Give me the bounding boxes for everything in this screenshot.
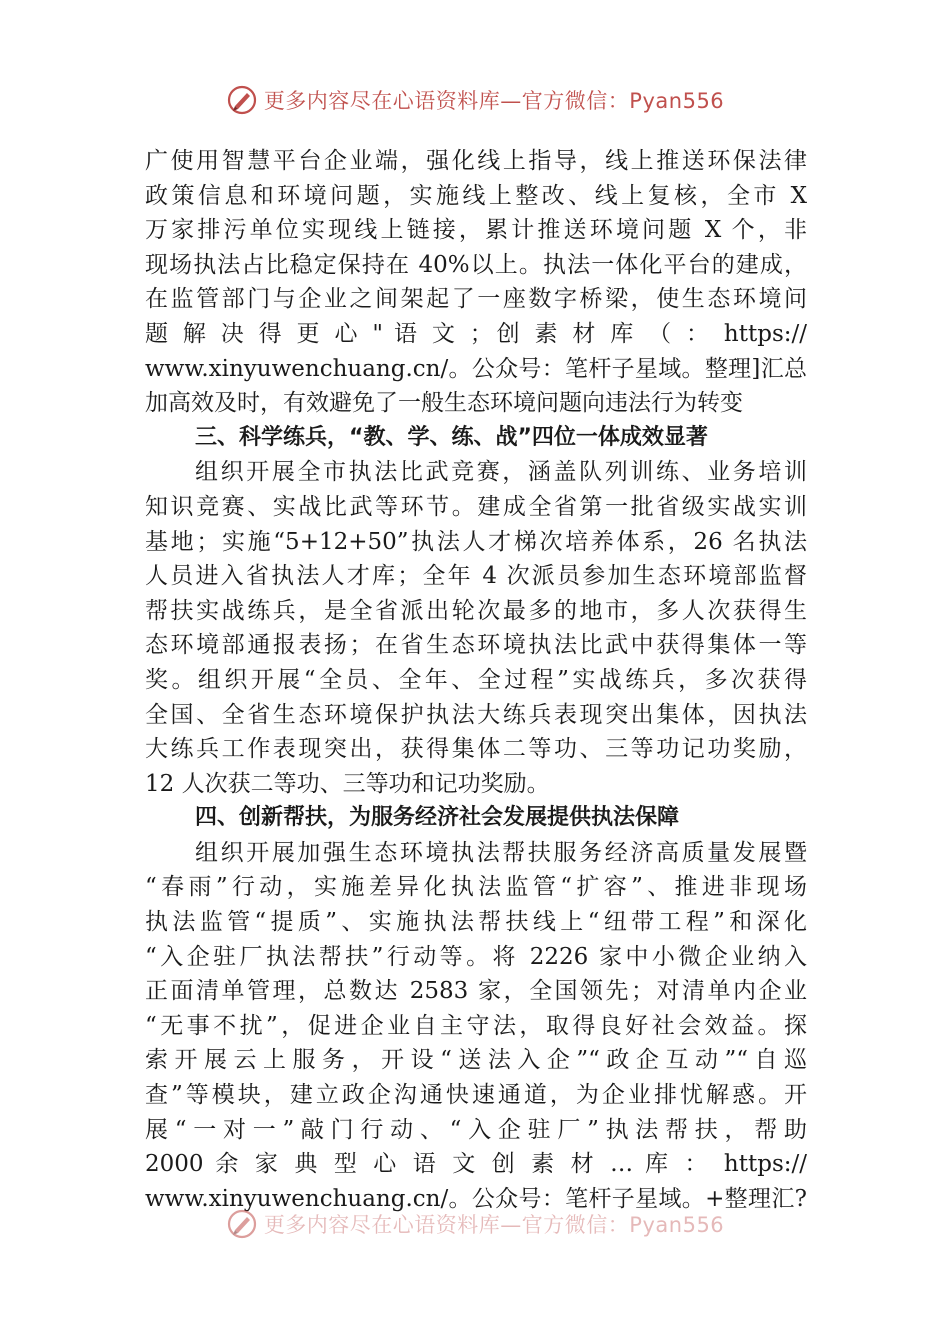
paragraph-line: “入企驻厂执法帮扶”行动等。将 2226 家中小微企业纳入 <box>145 943 807 970</box>
paragraph-line: 全国、全省生态环境保护执法大练兵表现突出集体，因执法 <box>145 701 807 728</box>
section-heading-3: 三、科学练兵，“教、学、练、战”四位一体成效显著 <box>195 424 708 450</box>
paragraph-line: 加高效及时，有效避免了一般生态环境问题向违法行为转变 <box>145 390 743 417</box>
paragraph-line: 广使用智慧平台企业端，强化线上指导，线上推送环保法律 <box>145 148 807 174</box>
paragraph-line: 现场执法占比稳定保持在 40%以上。执法一体化平台的建成， <box>145 251 807 278</box>
paragraph-line: 执法监管“提质”、实施执法帮扶线上“纽带工程”和深化 <box>145 909 807 936</box>
paragraph-line: 查”等模块，建立政企沟通快速通道，为企业排忧解惑。开 <box>145 1082 807 1109</box>
footer-watermark-text: 更多内容尽在心语资料库—官方微信：Pyan556 <box>263 1213 725 1237</box>
paragraph-line: 展“一对一”敲门行动、“入企驻厂”执法帮扶，帮助 <box>145 1116 807 1143</box>
paragraph-line: 大练兵工作表现突出，获得集体二等功、三等功记功奖励， <box>145 736 807 763</box>
paragraph-line: 基地；实施“5+12+50”执法人才梯次培养体系，26 名执法 <box>145 528 807 555</box>
paragraph-line: 组织开展加强生态环境执法帮扶服务经济高质量发展暨 <box>195 839 807 866</box>
paragraph-line: www.xinyuwenchuang.cn/。公众号：笔杆子星域。整理]汇总 <box>145 355 807 382</box>
paragraph-line: 题 解 决 得 更 心 " 语 文 ；创 素 材 库 （ ： https:// <box>145 320 807 347</box>
paragraph-line: 2000 余 家 典 型 心 语 文 创 素 材 … 库 ： https:// <box>145 1151 807 1178</box>
footer-watermark <box>0 1208 950 1240</box>
paragraph-line: “春雨”行动，实施差异化执法监管“扩容”、推进非现场 <box>145 874 807 901</box>
paragraph-line: 人员进入省执法人才库；全年 4 次派员参加生态环境部监督 <box>145 563 807 590</box>
header-watermark-text: 更多内容尽在心语资料库—官方微信：Pyan556 <box>263 89 725 113</box>
header-watermark <box>0 84 950 116</box>
paragraph-line: 在监管部门与企业之间架起了一座数字桥梁，使生态环境问 <box>145 286 807 313</box>
paragraph-line: 帮扶实战练兵，是全省派出轮次最多的地市，多人次获得生 <box>145 597 807 624</box>
paragraph-line: 组织开展全市执法比武竞赛，涵盖队列训练、业务培训 <box>195 459 807 486</box>
paragraph-line: 正面清单管理，总数达 2583 家，全国领先；对清单内企业 <box>145 978 807 1005</box>
paragraph-line: 万家排污单位实现线上链接，累计推送环境问题 X 个，非 <box>145 217 807 244</box>
paragraph-line: www.xinyuwenchuang.cn/。公众号：笔杆子星域。+整理汇? <box>145 1185 807 1212</box>
paragraph-line: 奖。组织开展“全员、全年、全过程”实战练兵，多次获得 <box>145 666 807 693</box>
paragraph-line: 态环境部通报表扬；在省生态环境执法比武中获得集体一等 <box>145 632 807 659</box>
paragraph-line: “无事不扰”，促进企业自主守法，取得良好社会效益。探 <box>145 1012 807 1039</box>
paragraph-line: 知识竞赛、实战比武等环节。建成全省第一批省级实战实训 <box>145 493 807 520</box>
section-heading-4: 四、创新帮扶，为服务经济社会发展提供执法保障 <box>195 805 680 831</box>
paragraph-line: 12 人次获二等功、三等功和记功奖励。 <box>145 770 550 797</box>
pen-logo-icon <box>226 84 258 116</box>
document-body <box>145 144 807 1216</box>
pen-logo-icon <box>226 1208 258 1240</box>
paragraph-line: 政策信息和环境问题，实施线上整改、线上复核，全市 X <box>145 182 807 209</box>
paragraph-line: 索开展云上服务，开设“送法入企”“政企互动”“自巡 <box>145 1047 807 1074</box>
